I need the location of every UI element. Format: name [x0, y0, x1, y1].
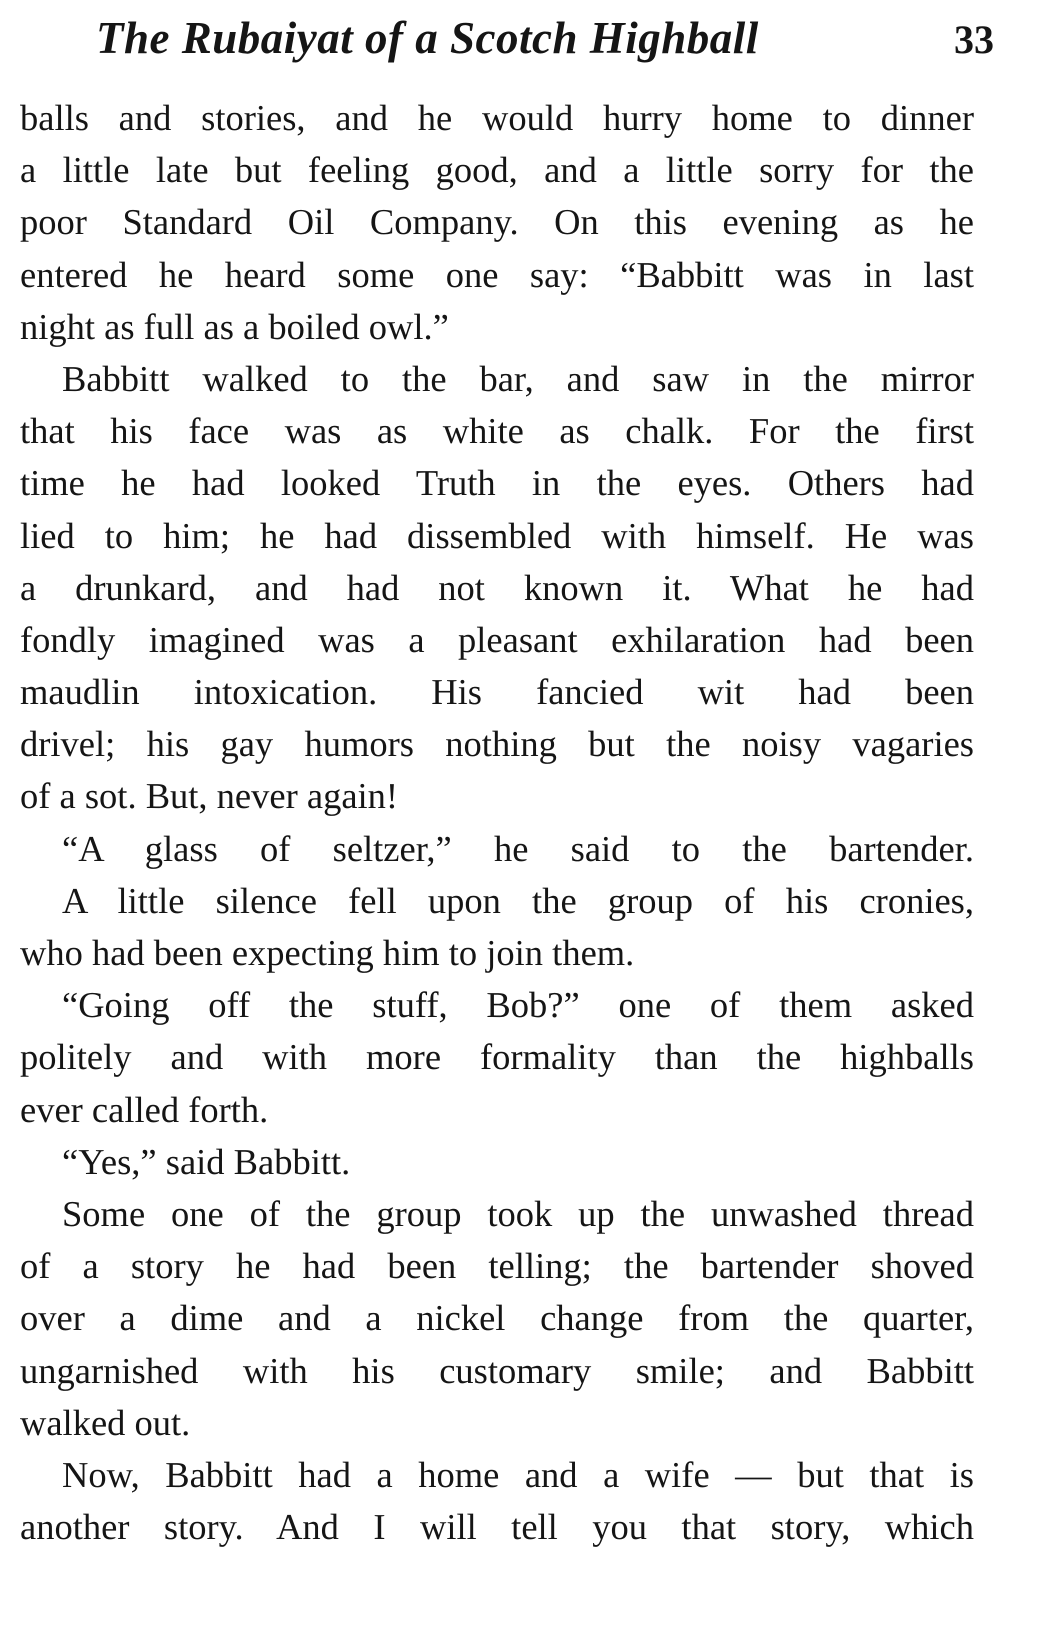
text-line: ungarnished with his customary smile; and Babbitt: [20, 1349, 974, 1391]
text-line: ever called forth.: [20, 1088, 269, 1130]
text-line: a drunkard, and had not known it. What he had: [20, 566, 974, 608]
text-line: fondly imagined was a pleasant exhilaration had been: [20, 618, 974, 660]
text-line: over a dime and a nickel change from the quarter,: [20, 1297, 974, 1339]
text-line: a little late but feeling good, and a little sorry for the: [20, 149, 974, 191]
text-line: lied to him; he had dissembled with himself. He was: [20, 514, 974, 556]
text-line: drivel; his gay humors nothing but the noisy vagaries: [20, 723, 974, 765]
text-line: A little silence fell upon the group of his cronies,: [62, 879, 974, 921]
text-line: Some one of the group took up the unwashed thread: [62, 1192, 974, 1234]
text-line: “Yes,” said Babbitt.: [62, 1140, 351, 1182]
text-line: time he had looked Truth in the eyes. Others had: [20, 462, 974, 504]
text-line: night as full as a boiled owl.”: [20, 305, 449, 347]
text-line: entered he heard some one say: “Babbitt was in last: [20, 253, 974, 295]
text-line: balls and stories, and he would hurry home to dinner: [20, 97, 974, 138]
text-line: another story. And I will tell you that story, which: [20, 1506, 974, 1548]
text-line: politely and with more formality than the highballs: [20, 1036, 974, 1078]
text-line: that his face was as white as chalk. For the first: [20, 410, 974, 452]
running-title: The Rubaiyat of a Scotch Highball: [96, 13, 759, 63]
text-line: maudlin intoxication. His fancied wit had been: [20, 671, 974, 713]
text-line: walked out.: [20, 1401, 191, 1443]
body-text: [20, 92, 974, 1553]
text-line: Now, Babbitt had a home and a wife — but that is: [62, 1453, 974, 1495]
running-head: [96, 8, 994, 68]
text-line: who had been expecting him to join them.: [20, 932, 635, 973]
text-line: Babbitt walked to the bar, and saw in the mirror: [62, 357, 974, 399]
text-line: of a sot. But, never again!: [20, 775, 399, 817]
page-number: 33: [954, 17, 994, 62]
text-line: of a story he had been telling; the bartender shoved: [20, 1245, 974, 1287]
text-line: “Going off the stuff, Bob?” one of them asked: [62, 984, 974, 1026]
text-line: poor Standard Oil Company. On this evening as he: [20, 201, 974, 243]
text-line: “A glass of seltzer,” he said to the bartender.: [62, 827, 974, 869]
